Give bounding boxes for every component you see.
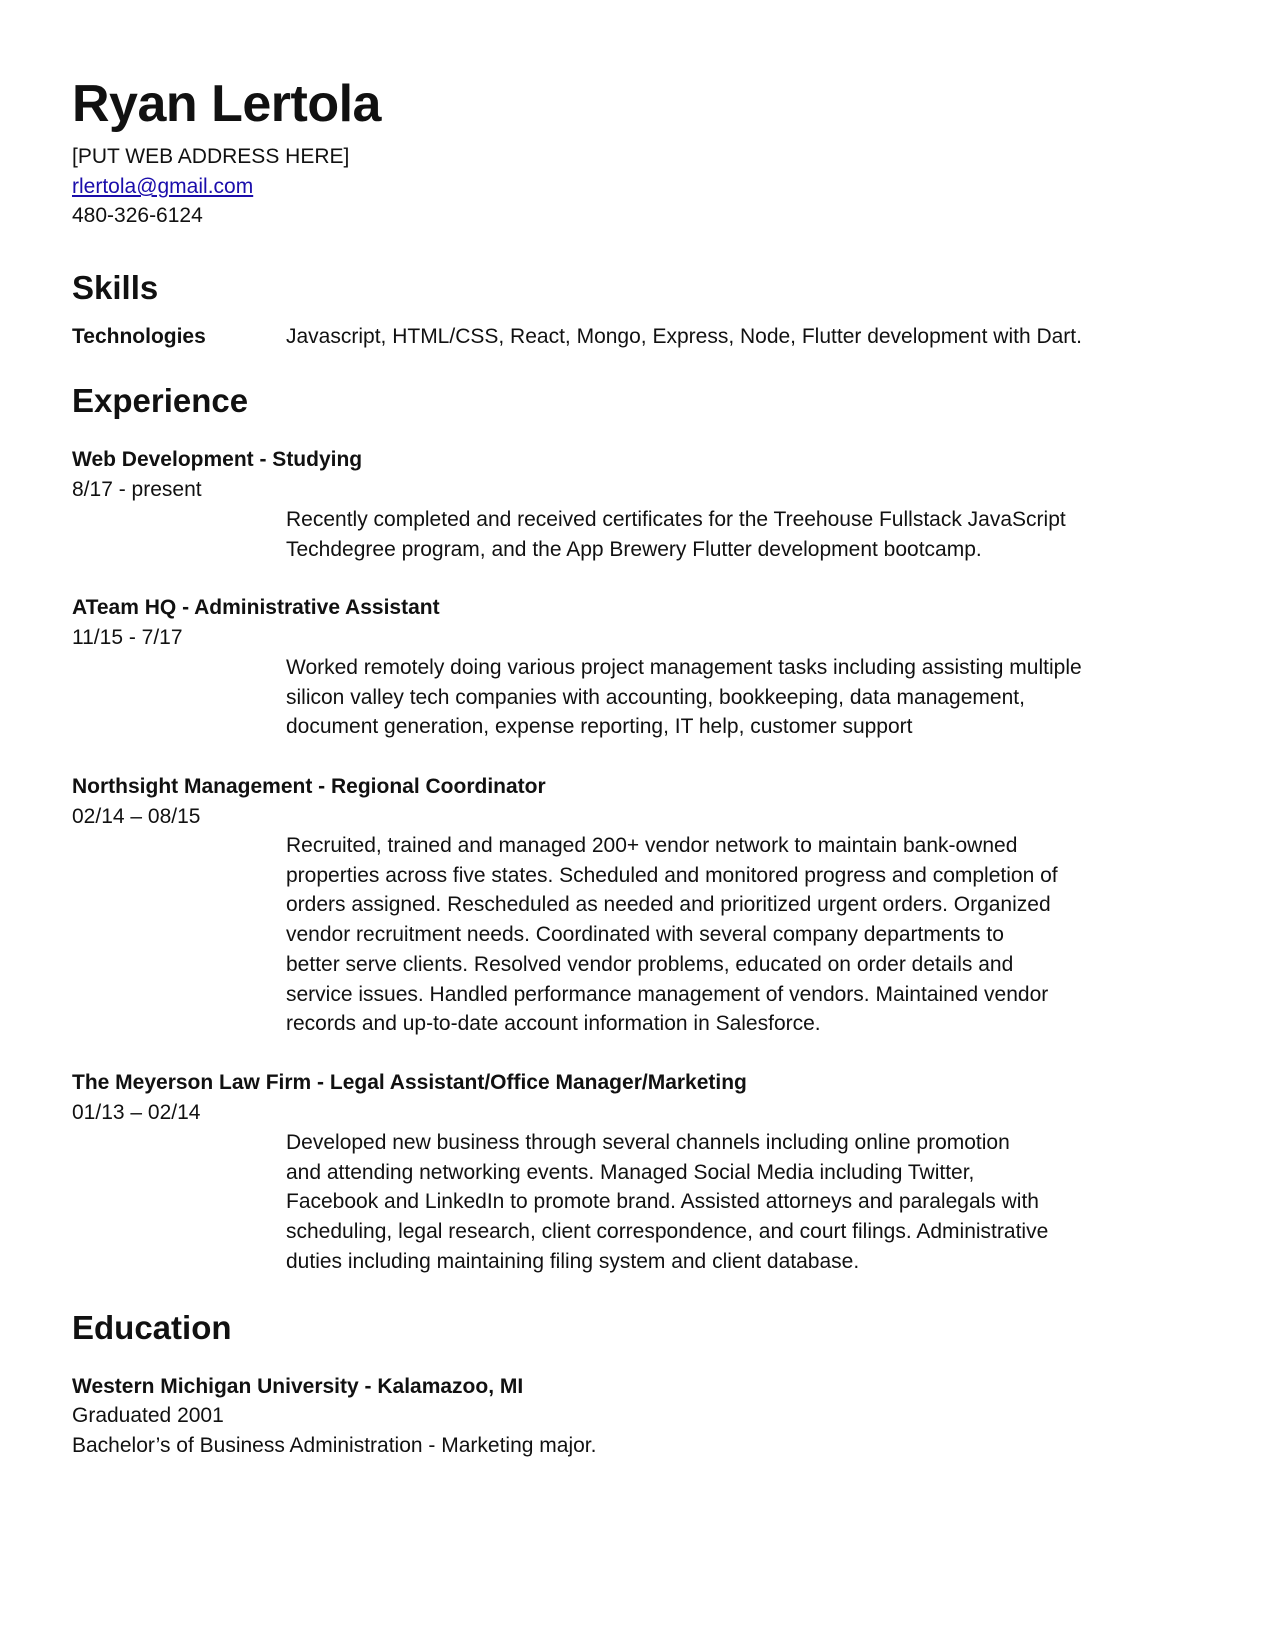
job-description-line: and attending networking events. Managed Social Media including Twitter,	[286, 1160, 975, 1184]
job-dates: 8/17 - present	[72, 478, 202, 501]
job-description	[286, 505, 1131, 564]
skills-label: Technologies	[72, 325, 206, 348]
resume-name: Ryan Lertola	[72, 75, 381, 133]
school-name: Western Michigan University - Kalamazoo, MI	[72, 1375, 524, 1398]
job-description-line: properties across five states. Scheduled and monitored progress and completion of	[286, 863, 1058, 887]
job-description-line: Recruited, trained and managed 200+ vendor network to maintain bank-owned	[286, 834, 1018, 857]
job-title: The Meyerson Law Firm - Legal Assistant/Office Manager/Marketing	[72, 1071, 747, 1094]
job-description-line: duties including maintaining filing system and client database.	[286, 1249, 860, 1273]
job-description-line: Techdegree program, and the App Brewery Flutter development bootcamp.	[286, 537, 982, 561]
phone-number: 480-326-6124	[72, 204, 203, 227]
job-description-line: silicon valley tech companies with accounting, bookkeeping, data management,	[286, 685, 1025, 709]
experience-heading: Experience	[72, 382, 249, 419]
job-title: ATeam HQ - Administrative Assistant	[72, 596, 440, 619]
graduation-year: Graduated 2001	[72, 1404, 224, 1427]
job-description-line: scheduling, legal research, client correspondence, and court filings. Administrative	[286, 1220, 1049, 1244]
job-description-line: vendor recruitment needs. Coordinated with several company departments to	[286, 923, 1004, 947]
skills-heading: Skills	[72, 269, 159, 306]
job-dates: 02/14 – 08/15	[72, 805, 201, 828]
job-description-line: Developed new business through several channels including online promotion	[286, 1131, 1010, 1154]
job-description-line: document generation, expense reporting, IT help, customer support	[286, 715, 913, 739]
email-row	[72, 172, 253, 202]
job-description-line: records and up-to-date account information in Salesforce.	[286, 1012, 821, 1036]
job-dates: 11/15 - 7/17	[72, 626, 183, 649]
web-address: [PUT WEB ADDRESS HERE]	[72, 145, 350, 168]
job-description	[286, 653, 1131, 742]
job-description-line: service issues. Handled performance management of vendors. Maintained vendor	[286, 982, 1049, 1006]
job-description-line: Recently completed and received certificates for the Treehouse Fullstack JavaScript	[286, 508, 1066, 531]
job-description	[286, 831, 1131, 1039]
job-description-line: Facebook and LinkedIn to promote brand. Assisted attorneys and paralegals with	[286, 1190, 1039, 1214]
job-description-line: Worked remotely doing various project management tasks including assisting multiple	[286, 656, 1082, 679]
job-description-line: orders assigned. Rescheduled as needed and prioritized urgent orders. Organized	[286, 893, 1051, 917]
email-link[interactable]: rlertola@gmail.com	[72, 175, 254, 198]
job-title: Northsight Management - Regional Coordinator	[72, 775, 546, 798]
degree: Bachelor’s of Business Administration - Marketing major.	[72, 1434, 597, 1457]
job-description	[286, 1128, 1131, 1277]
education-heading: Education	[72, 1309, 232, 1346]
skills-text: Javascript, HTML/CSS, React, Mongo, Express, Node, Flutter development with Dart.	[286, 325, 1082, 348]
job-description-line: better serve clients. Resolved vendor problems, educated on order details and	[286, 952, 1014, 976]
job-title: Web Development - Studying	[72, 448, 363, 471]
job-dates: 01/13 – 02/14	[72, 1101, 201, 1124]
